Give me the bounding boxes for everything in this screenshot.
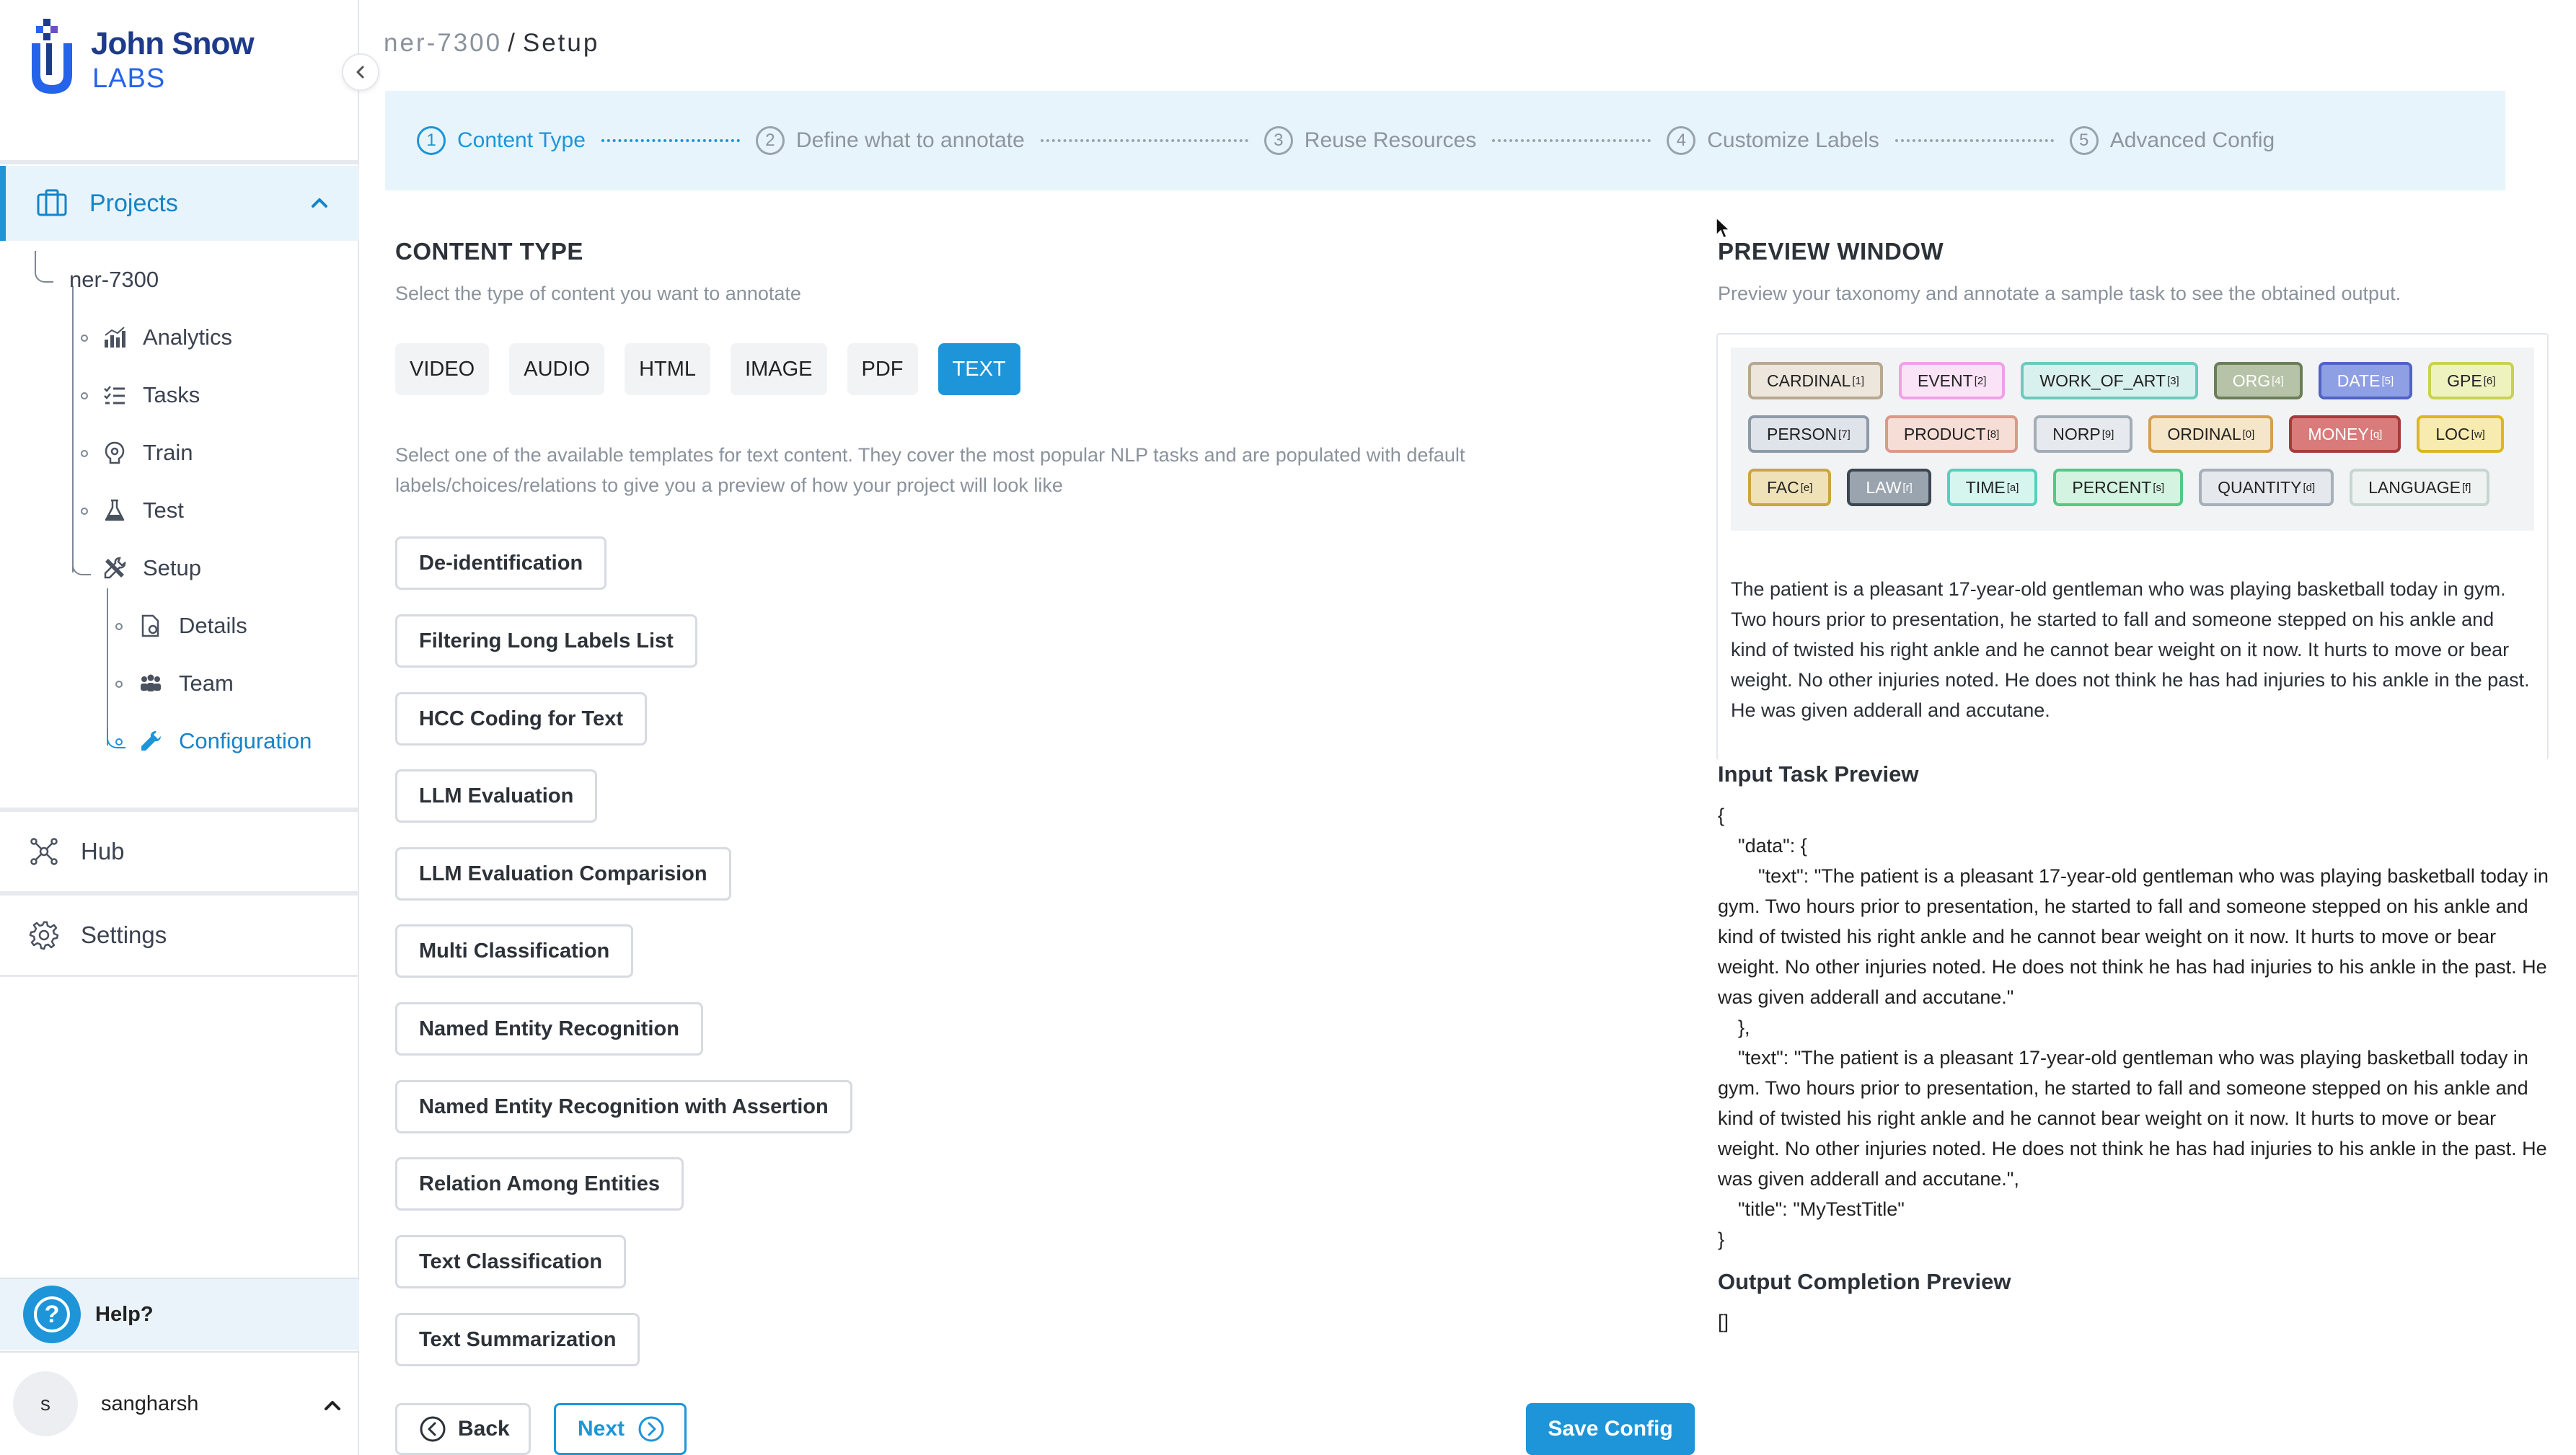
sidebar-item-train[interactable] [102,440,193,466]
help-button[interactable] [0,1278,359,1350]
label-hotkey: [a] [2006,481,2019,494]
sidebar-item-configuration[interactable] [138,728,312,754]
sidebar-item-team[interactable] [138,671,234,696]
sidebar-item-label: Test [143,497,184,523]
tree-connector [72,286,74,572]
label-hotkey: [f] [2461,481,2471,494]
content-type-subtitle: Select the type of content you want to annotate [395,283,801,304]
template-ner-assertion[interactable]: Named Entity Recognition with Assertion [395,1080,852,1133]
label-hotkey: [e] [1800,481,1813,494]
step-number: 4 [1667,126,1695,155]
label-hotkey: [3] [2167,374,2179,387]
label-name: NORP [2052,424,2101,443]
tree-dot [81,392,88,399]
collapse-sidebar-button[interactable] [342,53,379,91]
tree-project-ner[interactable] [69,267,159,293]
step-connector [1895,139,2054,142]
arrow-right-circle-icon [638,1415,665,1443]
help-icon: ? [23,1286,81,1343]
sidebar-item-label: Tasks [143,382,200,407]
step-number: 2 [756,126,785,155]
label-name: TIME [1965,477,2006,497]
step-label: Content Type [457,128,586,152]
gear-icon [29,920,59,950]
step-label: Define what to annotate [795,128,1025,152]
step-advanced-config[interactable] [2070,126,2275,155]
template-llm-evaluation-comparision[interactable]: LLM Evaluation Comparision [395,847,731,901]
label-row [1738,415,2534,453]
label-name: GPE [2447,371,2482,390]
step-number: 1 [417,126,446,155]
tree-connector [35,251,53,283]
analytics-icon [102,325,127,350]
label-chip-quantity[interactable] [2199,469,2334,506]
tree-dot [115,623,123,630]
label-name: EVENT [1918,371,1973,390]
next-button[interactable] [554,1403,687,1455]
label-chip-event[interactable] [1899,362,2005,399]
project-name-label: ner-7300 [69,267,159,292]
setup-tools-icon [102,556,127,580]
sidebar-divider [0,160,359,164]
train-icon [102,441,127,465]
avatar: s [13,1371,78,1436]
next-label: Next [578,1417,625,1441]
step-connector [1041,139,1248,142]
tree-dot [115,681,123,688]
tree-dot [115,738,123,746]
template-hcc-coding[interactable]: HCC Coding for Text [395,692,647,746]
label-name: WORK_OF_ART [2039,371,2166,390]
label-name: LOC [2435,424,2470,443]
tab-video[interactable]: VIDEO [395,343,489,395]
output-completion-heading: Output Completion Preview [1718,1269,2011,1294]
sidebar [0,0,359,1455]
tab-text[interactable]: TEXT [938,343,1020,395]
label-name: PERSON [1767,424,1838,443]
tree-connector [107,588,108,746]
label-chip-norp[interactable] [2034,415,2132,453]
json-line: "text": "The patient is a pleasant 17-year-old gentleman who was playing basketball today in gym. Two hours prior to presentation, he started to fall and someone stepped on his ankle and kind of twisted his right ankle and he cannot bear weight on it now. It hurts to move or bear weight. No other injuries noted. He does not think he has had injuries to his ankle in the past. He was given adderall and accutane.", [1718,1047,2547,1190]
tree-connector [72,560,91,575]
brand-name: John Snow [91,26,254,61]
input-task-json [1718,800,2560,1255]
wrench-icon [138,729,163,753]
json-line: "data": { [1738,835,1807,857]
tree-dot [81,335,88,342]
back-label: Back [458,1417,510,1441]
brand-suffix: LABS [92,63,166,94]
step-reuse-resources[interactable] [1264,126,1476,155]
template-text-summarization[interactable]: Text Summarization [395,1313,640,1366]
sample-task-text[interactable]: The patient is a pleasant 17-year-old gentleman who was playing basketball today in gym. Two hours prior to presentation, he started to fall and someone stepped on his ankle and kind of twisted his right ankle and he cannot bear weight on it now. It hurts to move or bear weight. No other injuries noted. He does not think he has had injuries to his ankle in the past. He was given adderall and accutane. [1731,578,2530,721]
projects-icon [36,187,68,219]
step-connector [1492,139,1651,142]
label-chip-fac[interactable] [1748,469,1831,506]
tree-dot [81,450,88,457]
label-hotkey: [2] [1974,374,1987,387]
label-hotkey: [5] [2381,374,2394,387]
label-chip-time[interactable] [1947,469,2038,506]
label-chip-product[interactable] [1885,415,2018,453]
breadcrumb-current: Setup [522,29,600,57]
label-chip-person[interactable] [1748,415,1869,453]
back-button[interactable] [395,1403,531,1455]
output-completion-json: [] [1718,1311,1729,1332]
label-chip-org[interactable] [2214,362,2303,399]
label-name: LANGUAGE [2368,477,2461,497]
step-label: Advanced Config [2109,128,2275,152]
label-name: DATE [2337,371,2381,390]
label-hotkey: [9] [2101,428,2114,441]
sidebar-divider [0,975,359,977]
preview-title: PREVIEW WINDOW [1718,238,1944,265]
test-flask-icon [102,498,127,523]
preview-subtitle: Preview your taxonomy and annotate a sample task to see the obtained output. [1718,283,2401,304]
sidebar-item-label: Details [179,613,247,638]
step-number: 5 [2070,126,2099,155]
label-name: PRODUCT [1903,424,1986,443]
sidebar-item-label: Settings [81,921,167,948]
sidebar-item-setup[interactable] [102,555,201,581]
template-multi-classification[interactable]: Multi Classification [395,924,633,978]
user-menu[interactable] [0,1351,359,1455]
template-filtering-long-labels[interactable]: Filtering Long Labels List [395,614,697,668]
json-line: "title": "MyTestTitle" [1738,1198,1905,1220]
template-relation-among-entities[interactable]: Relation Among Entities [395,1157,684,1211]
templates-description: Select one of the available templates for text content. They cover the most popular NLP tasks and are populated with default labels/choices/relations to give you a preview of how your project will look like [395,444,1465,496]
details-doc-icon [138,614,163,638]
label-name: FAC [1767,477,1799,497]
label-name: CARDINAL [1767,371,1851,390]
team-icon [138,671,163,696]
logo-mark-icon [27,19,76,97]
step-customize-labels[interactable] [1667,126,1879,155]
label-chip-money[interactable] [2289,415,2401,453]
sidebar-item-test[interactable] [102,497,184,523]
chevron-left-icon [353,64,369,80]
tasks-icon [102,383,127,407]
step-number: 3 [1264,126,1293,155]
tab-audio[interactable]: AUDIO [509,343,604,395]
hub-icon [29,836,59,867]
json-line: { [1718,805,1725,826]
label-chip-language[interactable] [2350,469,2489,506]
label-chip-ordinal[interactable] [2148,415,2273,453]
save-config-button[interactable]: Save Config [1526,1403,1695,1455]
step-connector [601,139,740,142]
labels-panel [1731,348,2534,531]
content-type-title: CONTENT TYPE [395,238,583,265]
user-name: sangharsh [101,1392,199,1415]
template-llm-evaluation[interactable]: LLM Evaluation [395,769,597,823]
sidebar-item-label: Projects [89,189,178,217]
help-label: Help? [95,1302,154,1326]
json-line: } [1718,1229,1725,1250]
label-hotkey: [4] [2272,374,2284,387]
label-hotkey: [6] [2483,374,2496,387]
sidebar-item-hub[interactable] [0,812,359,891]
json-line: "text": "The patient is a pleasant 17-year-old gentleman who was playing basketball today in gym. Two hours prior to presentation, he started to fall and someone stepped on his ankle and kind of twisted his right ankle and he cannot bear weight on it now. It hurts to move or bear weight. No other injuries noted. He does not think he has had injuries to his ankle in the past. He was given adderall and accutane." [1718,865,2549,1008]
label-name: LAW [1866,477,1902,497]
template-ner[interactable]: Named Entity Recognition [395,1002,703,1056]
step-label: Reuse Resources [1304,128,1477,152]
label-chip-cardinal[interactable] [1748,362,1883,399]
tab-html[interactable]: HTML [625,343,710,395]
sidebar-item-label: Analytics [143,324,233,350]
sidebar-item-settings[interactable] [0,895,359,975]
arrow-left-circle-icon [419,1415,446,1443]
chevron-up-icon[interactable] [322,1394,343,1416]
json-line: }, [1738,1017,1750,1038]
label-hotkey: [0] [2242,428,2255,441]
label-hotkey: [7] [1838,428,1851,441]
label-hotkey: [w] [2471,428,2485,441]
label-hotkey: [d] [2303,481,2316,494]
label-chip-date[interactable] [2319,362,2412,399]
step-label: Customize Labels [1707,128,1879,152]
tab-image[interactable]: IMAGE [731,343,826,395]
label-hotkey: [8] [1987,428,2000,441]
sidebar-item-details[interactable] [138,613,247,639]
content-type-tabs [395,343,1041,395]
label-hotkey: [1] [1852,374,1864,387]
sidebar-item-label: Configuration [179,728,312,753]
step-content-type[interactable] [417,126,586,155]
input-task-heading: Input Task Preview [1718,761,1919,787]
breadcrumb-separator: / [508,29,517,57]
chevron-up-icon[interactable] [309,192,330,213]
label-chip-percent[interactable] [2053,469,2183,506]
john-snow-labs-logo[interactable] [27,19,265,98]
tab-pdf[interactable]: PDF [847,343,918,395]
label-chip-loc[interactable] [2417,415,2503,453]
sidebar-item-label: Train [143,440,193,465]
sidebar-item-label: Team [179,671,234,696]
label-name: MONEY [2308,424,2369,443]
label-name: ORG [2232,371,2271,390]
mouse-cursor-icon [1715,216,1731,241]
step-define-annotate[interactable] [756,126,1025,155]
breadcrumb-project[interactable]: ner-7300 [384,29,503,57]
setup-stepper [385,91,2505,190]
label-row [1738,469,2534,506]
label-name: PERCENT [2072,477,2152,497]
breadcrumb [384,29,599,58]
label-row [1738,362,2534,399]
label-name: ORDINAL [2167,424,2241,443]
label-chip-law[interactable] [1847,469,1931,506]
preview-window [1716,333,2549,760]
sidebar-item-label: Setup [143,555,202,580]
label-hotkey: [s] [2153,481,2165,494]
label-name: QUANTITY [2218,477,2302,497]
label-chip-work-of-art[interactable] [2021,362,2197,399]
label-hotkey: [r] [1902,481,1913,494]
template-text-classification[interactable]: Text Classification [395,1235,626,1288]
template-de-identification[interactable]: De-identification [395,536,606,590]
sidebar-item-projects[interactable] [0,166,359,241]
tree-dot [81,508,88,515]
sidebar-item-analytics[interactable] [102,324,232,350]
label-chip-gpe[interactable] [2428,362,2514,399]
label-hotkey: [q] [2370,428,2383,441]
sidebar-item-label: Hub [81,838,125,864]
sidebar-item-tasks[interactable] [102,382,200,408]
